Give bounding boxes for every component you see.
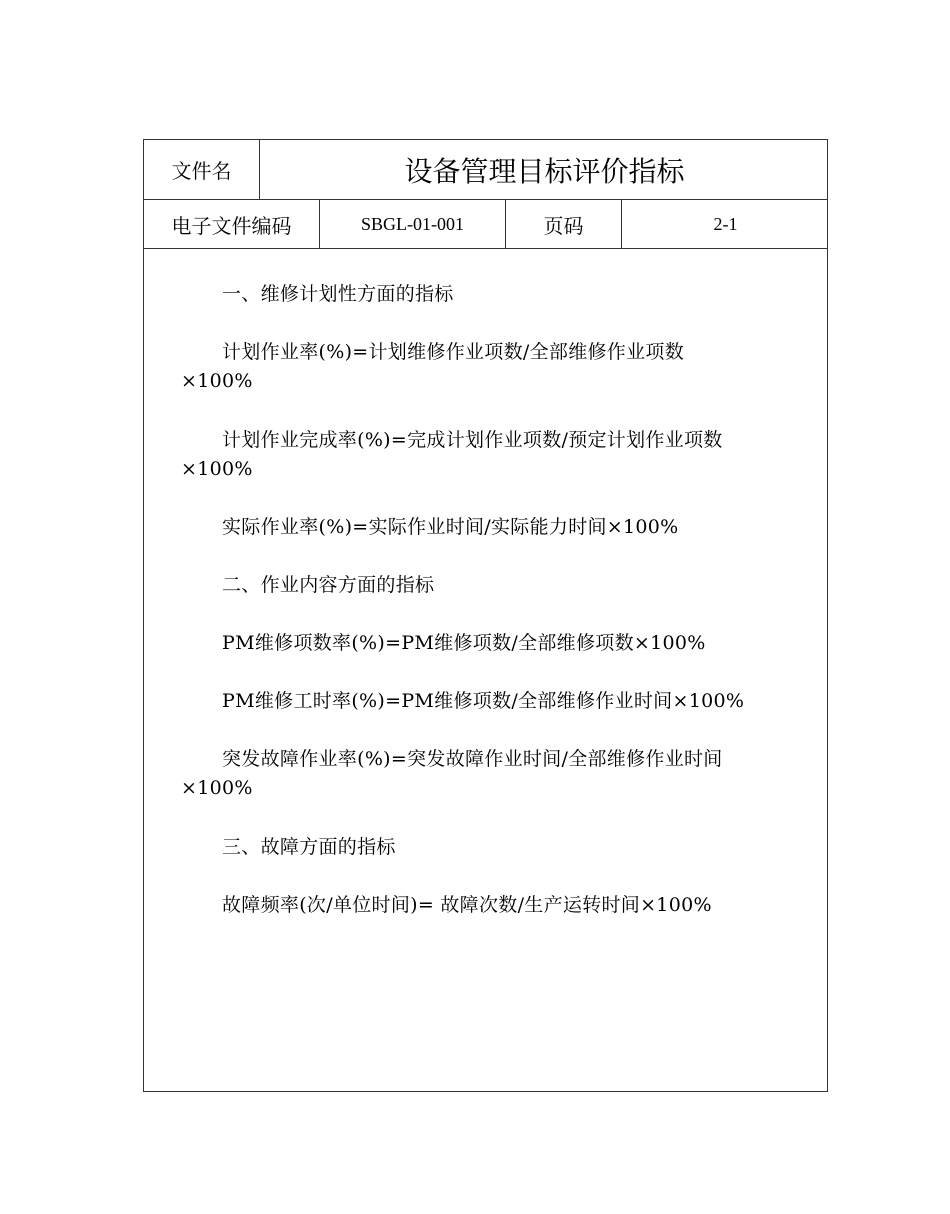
formula-plan-rate: 计划作业率(%)=计划维修作业项数/全部维修作业项数 xyxy=(222,341,685,363)
formula-actual-rate: 实际作业率(%)=实际作业时间/实际能力时间×100% xyxy=(222,516,679,538)
formula-pm-hour-rate: PM维修工时率(%)=PM维修项数/全部维修作业时间×100% xyxy=(222,690,745,712)
page-value: 2-1 xyxy=(713,213,738,234)
document-form xyxy=(143,139,828,1092)
section-heading-3: 三、故障方面的指标 xyxy=(222,836,396,858)
formula-failure-frequency: 故障频率(次/单位时间)= 故障次数/生产运转时间×100% xyxy=(222,894,712,916)
formula-plan-rate-cont: ×100% xyxy=(181,370,253,392)
formula-plan-completion-cont: ×100% xyxy=(181,458,253,480)
header-row-title xyxy=(144,140,827,200)
section-heading-2: 二、作业内容方面的指标 xyxy=(222,574,435,596)
page-label: 页码 xyxy=(506,200,622,248)
formula-breakdown-rate: 突发故障作业率(%)=突发故障作业时间/全部维修作业时间 xyxy=(222,748,723,770)
formula-breakdown-rate-cont: ×100% xyxy=(181,777,253,799)
document-title: 设备管理目标评价指标 xyxy=(404,154,685,188)
section-heading-1: 一、维修计划性方面的指标 xyxy=(222,283,454,305)
document-body xyxy=(144,249,827,1091)
code-label: 电子文件编码 xyxy=(144,200,320,248)
header-row-code xyxy=(144,200,827,249)
formula-plan-completion: 计划作业完成率(%)=完成计划作业项数/预定计划作业项数 xyxy=(222,429,723,451)
file-name-label: 文件名 xyxy=(144,140,260,199)
code-value: SBGL-01-001 xyxy=(320,200,506,248)
formula-pm-item-rate: PM维修项数率(%)=PM维修项数/全部维修项数×100% xyxy=(222,632,706,654)
